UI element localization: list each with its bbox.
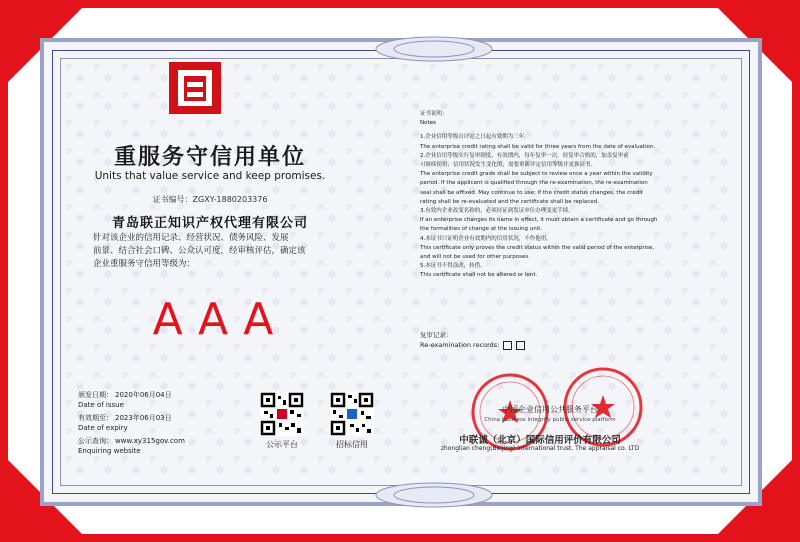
issue-date-label-en: Date of issue <box>78 401 124 409</box>
note-line: The enterprise credit grade shall be subject to review once a year within the validity <box>420 171 653 178</box>
note-line: seal shall be affixed. May continue to use; If the credit status changes, the credit <box>420 189 643 196</box>
expiry-date-label: 有效期至： <box>78 414 113 422</box>
credit-grade: AAA <box>152 294 288 345</box>
issue-date-block <box>78 390 172 410</box>
note-line: 3.有效内企业改变名称的，必须持证到发证单位办理变更手续。 <box>420 208 574 215</box>
certificate-description <box>93 232 343 271</box>
certificate-number-label: 证书编号： <box>152 195 193 204</box>
notes-title-en: Notes <box>420 120 436 127</box>
expiry-date-label-en: Date of expiry <box>78 424 128 432</box>
description-line: 针对该企业的信用记录、经营状况、债务风险、发展 <box>93 233 289 243</box>
qr-code-icon <box>260 392 304 436</box>
description-line: 企业重服务守信用等级为： <box>93 259 196 269</box>
description-line: 前景、结合社会口碑、公众认可度，经审核评估，确定该 <box>93 246 306 256</box>
website-link[interactable]: www.xy315gov.com <box>115 437 185 445</box>
qr-code-icon <box>330 392 374 436</box>
issuer-platform-name: 中国企业信用公共服务平台 <box>502 405 598 414</box>
note-line: 1.企业信用等级自评定之日起有效期为三年。 <box>420 134 530 141</box>
issue-date: 2020年06月04日 <box>115 391 172 399</box>
issuer-company-name: 中联诚（北京）国际信用评价有限公司 <box>459 435 621 446</box>
note-line: 可继续使用；信用状况发生变化的，需要重新评定信用等级并更换证书。 <box>420 162 597 169</box>
note-line: the formalities of change at the issuing unit. <box>420 226 543 233</box>
recheck-box <box>516 341 525 350</box>
note-line: period. If the applicant is qualified through the re-examination, the re-examination <box>420 180 648 187</box>
recheck-box <box>503 341 512 350</box>
website-block <box>78 436 185 456</box>
recheck-label-en: Re-examination records: <box>420 341 500 349</box>
note-line: This certificate shall not be altered or lent. <box>420 272 538 279</box>
note-line: and will not be used for other purposes. <box>420 254 530 261</box>
bottom-ornament <box>374 482 494 508</box>
note-line: The enterprise credit rating shall be valid for three years from the date of evaluation. <box>420 143 656 150</box>
qr-label-bidding: 招标信用 <box>336 440 368 449</box>
top-ornament <box>374 36 494 62</box>
issue-date-label: 颁发日期： <box>78 391 113 399</box>
note-line: 5.本证书不得涂改，转借。 <box>420 263 486 270</box>
certificate-number-value: ZGXY-1880203376 <box>192 195 268 204</box>
notes-section <box>420 110 665 281</box>
expiry-date-block <box>78 413 172 433</box>
note-line: 2.企业信用等级实行复审制度，有效期内，每年复审一次。经复审合格的，加盖复审前 <box>420 152 629 159</box>
website-label: 公示查询： <box>78 437 113 445</box>
recheck-label: 复审记录： <box>420 331 453 339</box>
qr-label-public: 公示平台 <box>266 440 298 449</box>
note-line: 4.本证书只证明企业有效期内的信用状况，不作他用。 <box>420 235 552 242</box>
recheck-records <box>420 330 525 350</box>
issuer-platform-name-en: China business integrity public service platform <box>484 417 616 423</box>
credit-logo-icon <box>165 58 225 118</box>
note-line: rating shall be re-evaluated and the certificate shall be replaced. <box>420 198 599 205</box>
expiry-date: 2023年06月03日 <box>115 414 172 422</box>
website-label-en: Enquiring website <box>78 447 141 455</box>
certificate-title: 重服务守信用单位 <box>113 144 306 170</box>
certificate-title-en: Units that value service and keep promises. <box>94 170 326 182</box>
company-name: 青岛联正知识产权代理有限公司 <box>111 216 308 231</box>
note-line: If an enterprise changes its name in effect, it must obtain a certificate and go through <box>420 217 658 224</box>
note-line: This certificate only proves the credit status within the valid period of the enterprise, <box>420 244 655 251</box>
issuer-company-name-en: zhonglian cheng(Beijing) international trust. The appraisal co. LTD <box>440 445 640 452</box>
certificate-number <box>50 194 370 205</box>
notes-title: 证书说明： <box>420 111 448 117</box>
